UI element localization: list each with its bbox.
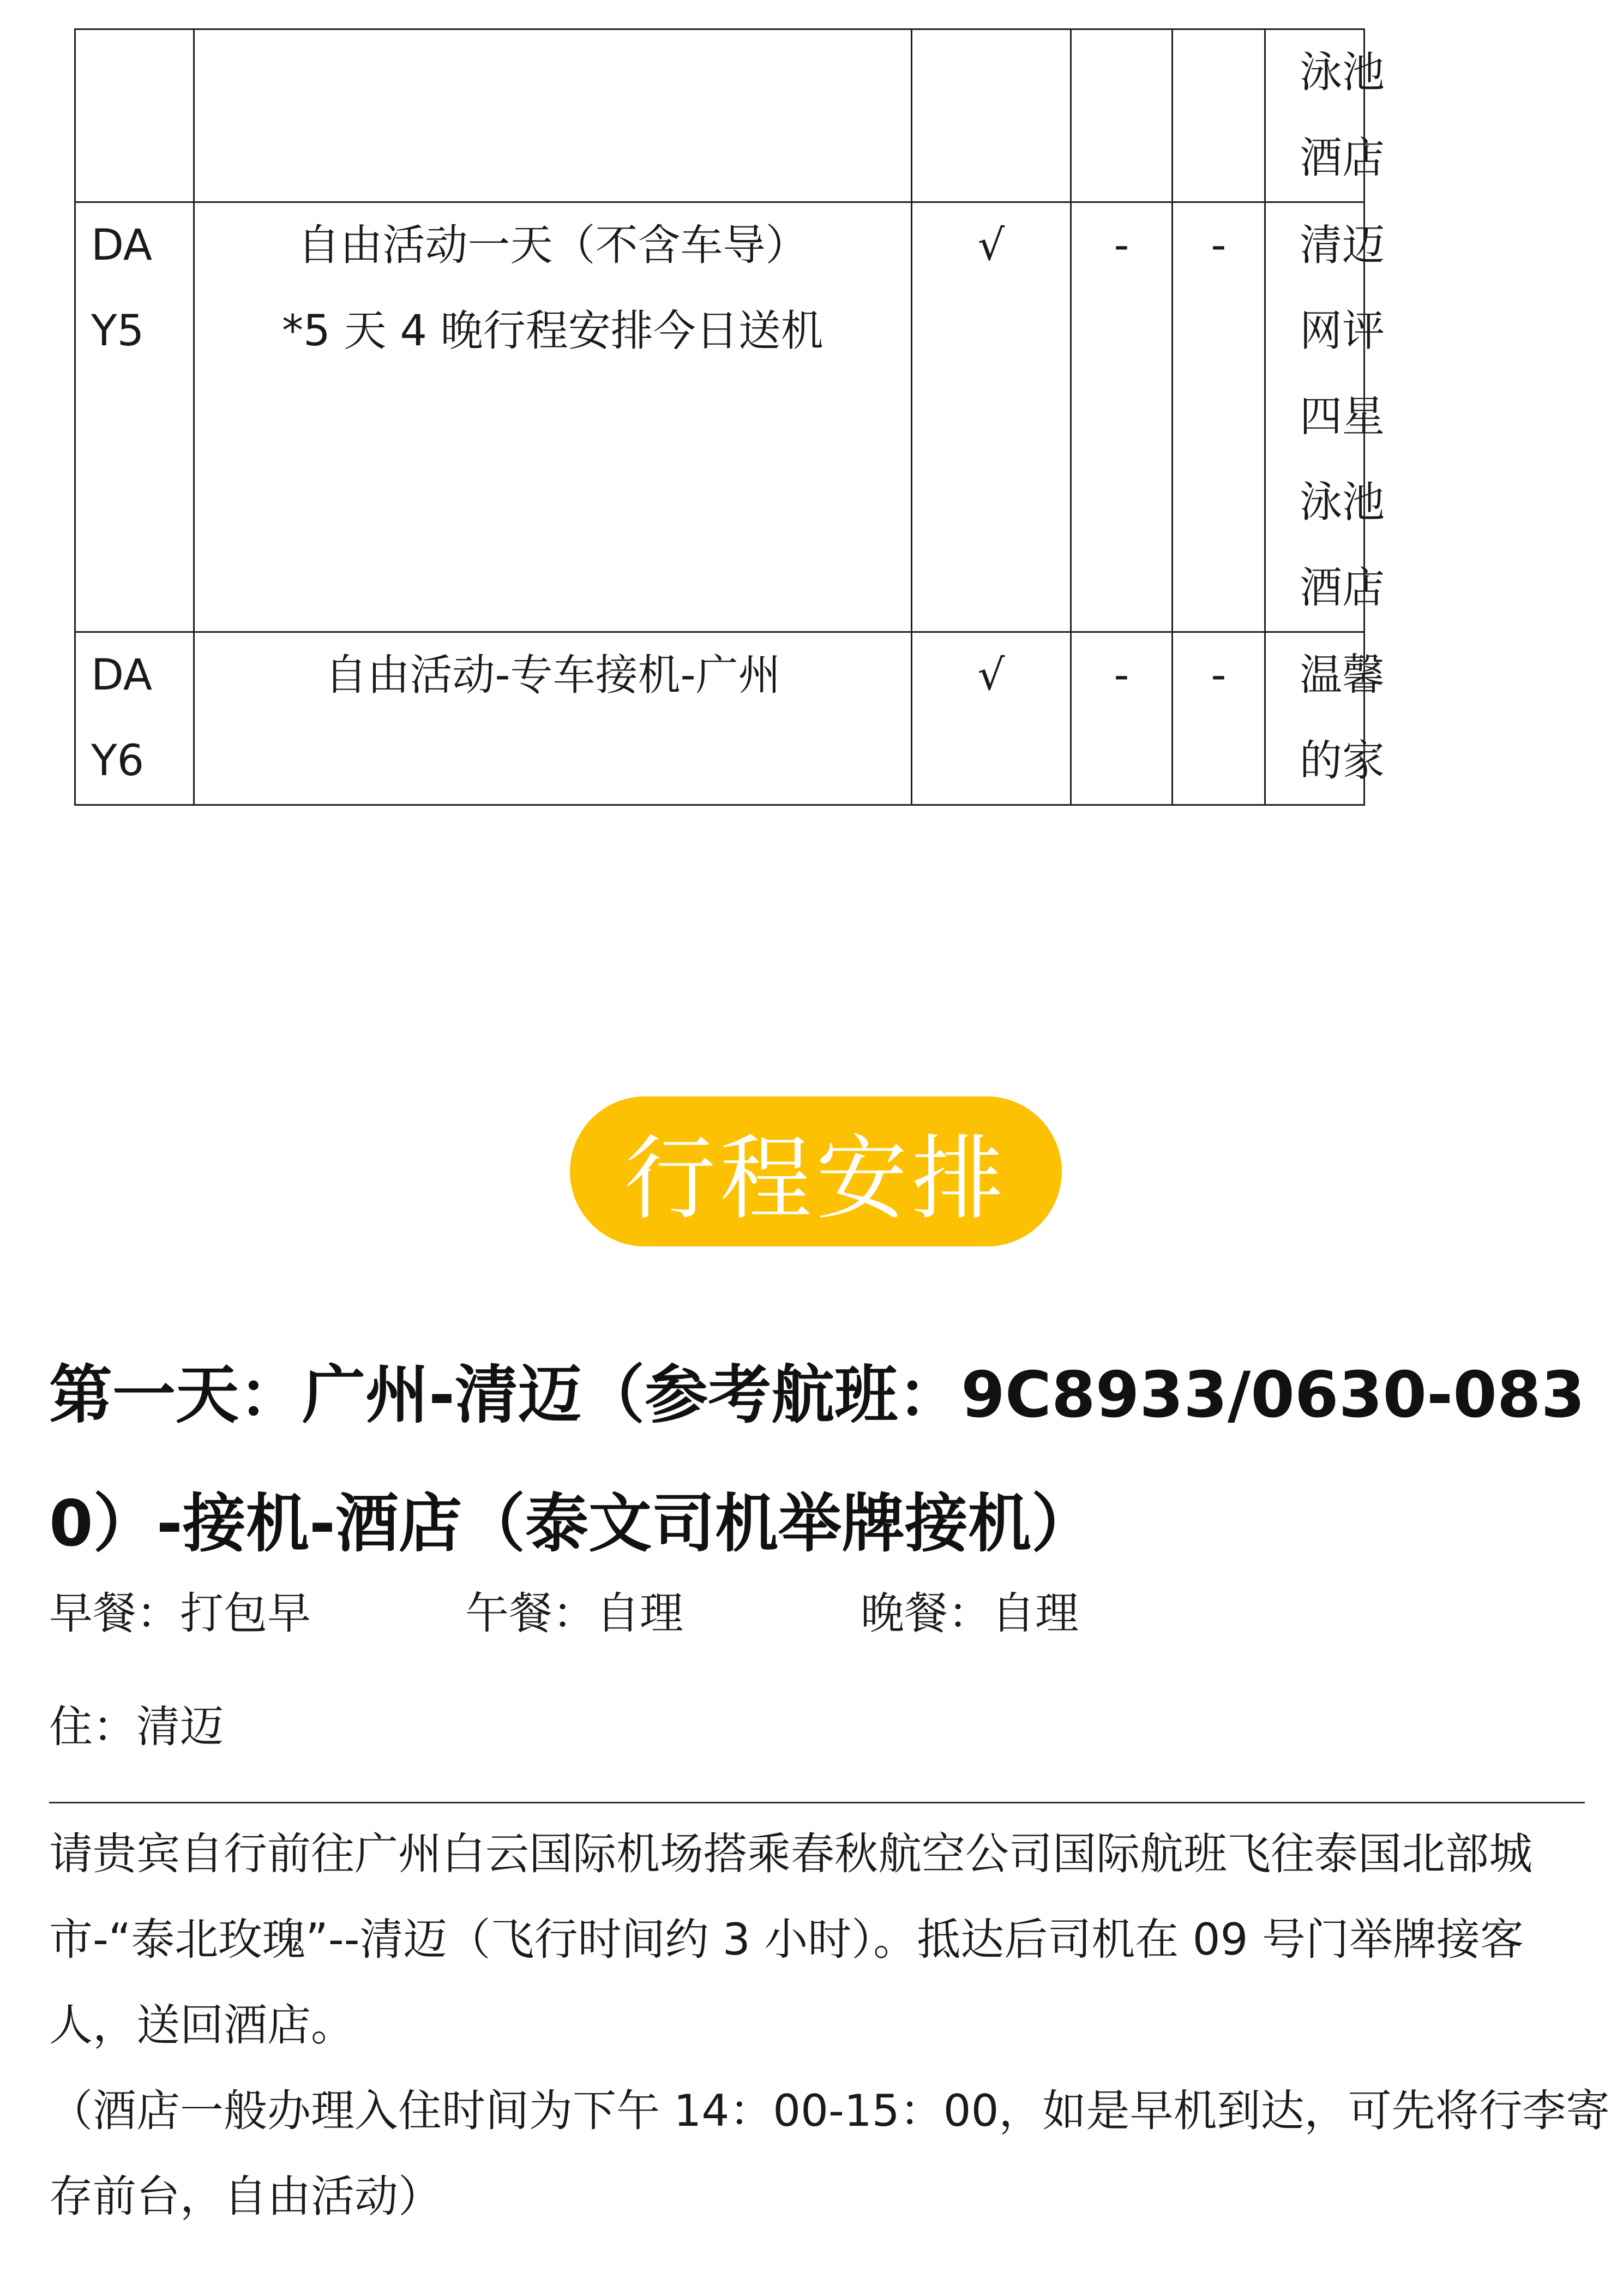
lunch-cell-value: -: [1114, 651, 1129, 700]
itinerary-table: [74, 28, 1523, 806]
route-cell-line: 自由活动-专车接机-广州: [324, 651, 781, 700]
hotel-cell-line: 清迈: [1300, 221, 1385, 270]
route-cell: [194, 202, 912, 632]
breakfast-cell: [912, 29, 1071, 202]
hotel-cell-line: 泳池: [1300, 478, 1385, 527]
table-row: [75, 632, 1523, 805]
route-cell: [194, 29, 912, 202]
day-cell-line: DA: [91, 651, 153, 700]
lunch-cell: [1071, 202, 1173, 632]
day1-description-line-2: 市-“泰北玫瑰”--清迈（飞行时间约 3 小时）。抵达后司机在 09 号门举牌接客: [49, 1914, 1524, 1965]
itinerary-table-body: [75, 29, 1523, 805]
section-badge-label: 行程安排: [624, 1125, 1008, 1232]
dinner-cell-value: -: [1211, 221, 1227, 270]
day-cell: [75, 29, 194, 202]
table-row: [75, 29, 1523, 202]
day1-lunch: 午餐：自理: [465, 1588, 683, 1639]
route-cell-line: 自由活动一天（不含车导）: [297, 221, 808, 270]
lunch-cell: [1071, 632, 1173, 805]
day-cell-line: DA: [91, 221, 153, 270]
hotel-cell-line: 泳池: [1300, 48, 1385, 97]
hotel-cell-line: 网评: [1300, 307, 1385, 356]
hotel-cell-line: 四星: [1300, 392, 1385, 441]
dinner-cell: [1173, 29, 1265, 202]
breakfast-cell-value: √: [977, 651, 1005, 700]
hotel-cell-line: 温馨: [1300, 651, 1385, 700]
hotel-cell-line: 酒店: [1300, 134, 1385, 183]
day1-breakfast: 早餐：打包早: [49, 1588, 311, 1639]
dinner-cell: [1173, 632, 1265, 805]
day-cell-line: Y6: [91, 736, 145, 786]
day1-title: [49, 1331, 1587, 1588]
breakfast-cell: [912, 202, 1071, 632]
breakfast-cell: [912, 632, 1071, 805]
dinner-cell-value: -: [1211, 651, 1227, 700]
day1-description-line-1: 请贵宾自行前往广州白云国际机场搭乘春秋航空公司国际航班飞往泰国北部城: [49, 1829, 1532, 1879]
route-cell: [194, 632, 912, 805]
lunch-cell: [1071, 29, 1173, 202]
route-cell-line: *5 天 4 晚行程安排今日送机: [282, 307, 823, 356]
day1-title-line-1: 第一天：广州-清迈（参考航班：9C8933/0630-083: [49, 1358, 1585, 1432]
day1-description-line-4: （酒店一般办理入住时间为下午 14：00-15：00，如是早机到达，可先将行李寄: [49, 2085, 1610, 2136]
hotel-cell-line: 酒店: [1300, 563, 1385, 613]
table-row: [75, 202, 1523, 632]
day1-description-line-3: 人，送回酒店。: [49, 2000, 354, 2051]
breakfast-cell-value: √: [977, 221, 1005, 270]
day-cell: [75, 202, 194, 632]
day1-dinner: 晚餐：自理: [861, 1588, 1079, 1639]
day-cell-line: Y5: [91, 307, 145, 356]
section-badge: [570, 1096, 1062, 1246]
lunch-cell-value: -: [1114, 221, 1129, 270]
day-cell: [75, 632, 194, 805]
hotel-cell-line: 的家: [1300, 736, 1385, 786]
hotel-cell: [1265, 202, 1385, 632]
hotel-cell: [1265, 632, 1385, 805]
divider: [49, 1802, 1585, 1803]
day1-stay: 住：清迈: [49, 1701, 224, 1752]
hotel-cell: [1265, 29, 1385, 202]
day1-description-line-5: 存前台，自由活动）: [49, 2171, 442, 2222]
dinner-cell: [1173, 202, 1265, 632]
day1-title-line-2: 0）-接机-酒店（泰文司机举牌接机）: [49, 1487, 1095, 1561]
